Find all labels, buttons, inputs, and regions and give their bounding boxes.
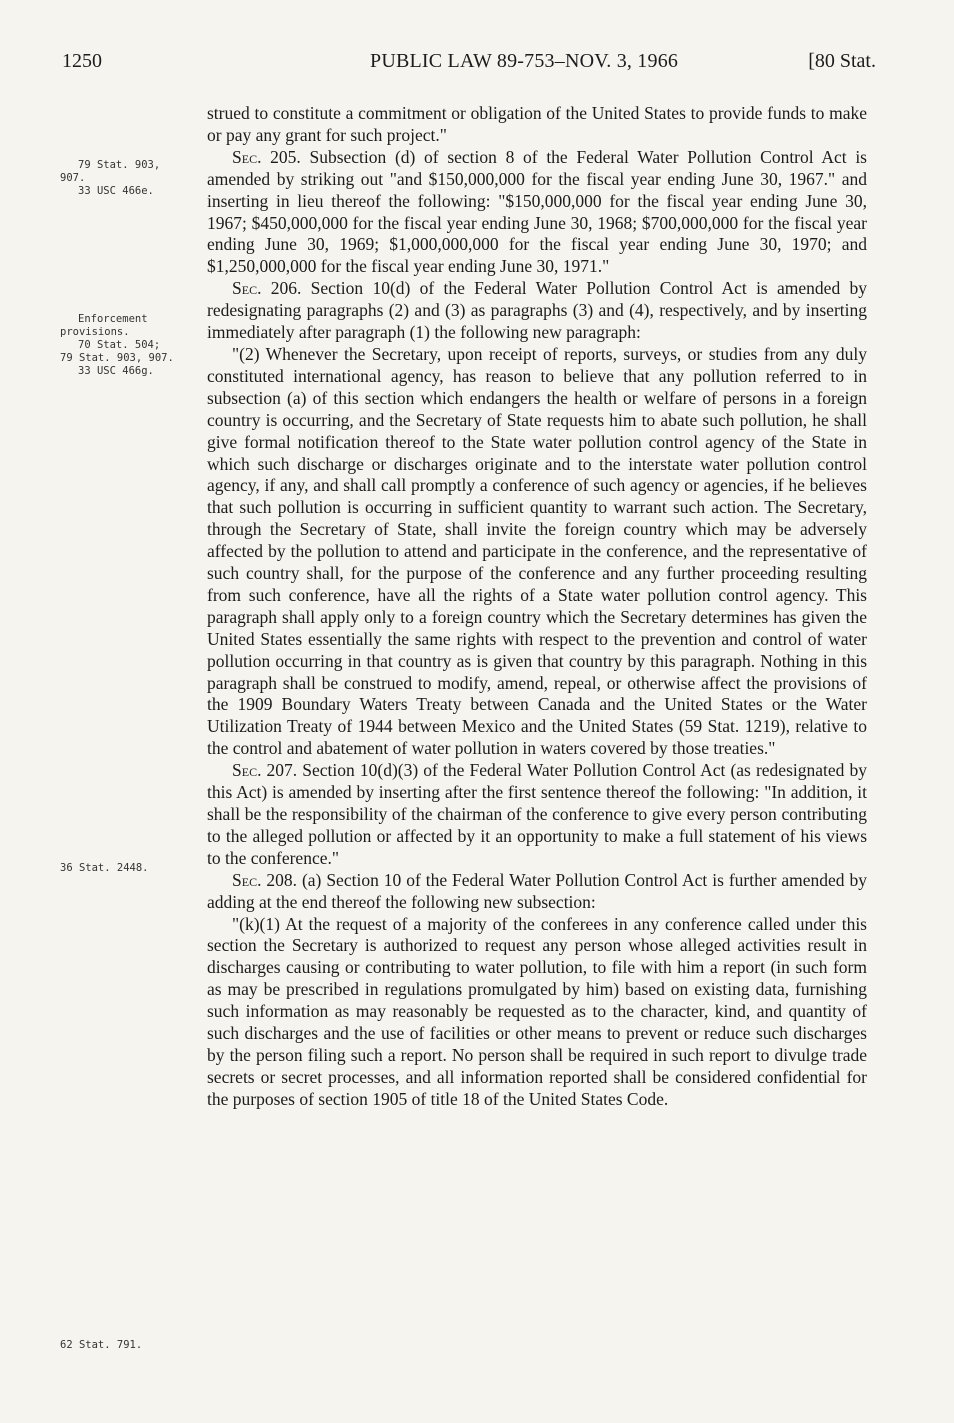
new-paragraph-2: "(2) Whenever the Secretary, upon receipt of reports, surveys, or studies from any duly constituted international agency, has reason to believe that any pollution referred to in subsection (a) of this section which endangers the health or welfare of persons in a foreign country is occurring, and the Secretary of State requests him to abate such pollution, he shall give formal notification thereof to the State water pollution control agency of the State in which such discharge or discharges originate and to the interstate water pollution control agency, if any, and shall call promptly a conference of such agency or agencies, if he believes that such pollution is occurring in sufficient quantity to warrant such action. The Secretary, through the Secretary of State, shall invite the foreign country which may be adversely affected by the pollution to attend and participate in the conference, and the representative of such country shall, for the purpose of the conference and any further proceeding resulting from such conference, have all the rights of a State water pollution control agency. This paragraph shall apply only to a foreign country which the Secretary determines has given the United States essentially the same rights with respect to the prevention and control of water pollution occurring in that country as is given that country by this paragraph. Nothing in this paragraph shall be construed to modify, amend, repeal, or otherwise affect the provisions of the 1909 Boundary Waters Treaty between Canada and the United States or the Water Utilization Treaty of 1944 between Mexico and the United States (59 Stat. 1219), relative to the control and abatement of water pollution in waters covered by those treaties." xyxy=(207,343,867,759)
section-label: Sec. xyxy=(232,869,262,890)
margin-note-title-18 xyxy=(60,1339,185,1352)
page-header xyxy=(0,50,954,90)
margin-note-line: 70 Stat. 504; xyxy=(78,339,161,351)
margin-note-treaty xyxy=(60,862,185,875)
section-208 xyxy=(207,870,867,914)
page-number: 1250 xyxy=(62,50,102,72)
margin-note-line: 33 USC 466g. xyxy=(78,365,154,377)
paragraph-continuation: strued to constitute a commitment or obligation of the United States to provide funds to make or pay any grant for such project." xyxy=(207,103,867,145)
running-title: PUBLIC LAW 89-753–NOV. 3, 1966 xyxy=(370,50,679,72)
margin-note-line: provisions. xyxy=(60,326,130,338)
margin-note-line: 36 Stat. 2448. xyxy=(60,862,149,874)
section-label: Sec. xyxy=(232,278,262,299)
section-207 xyxy=(207,760,867,870)
section-205 xyxy=(207,147,867,278)
section-text: 208. (a) Section 10 of the Federal Water Pollution Control Act is further amended by adding at the end thereof the following new subsection: xyxy=(207,869,867,912)
section-text: 207. Section 10(d)(3) of the Federal Water Pollution Control Act (as redesignated by this Act) is amended by inserting after the first sentence thereof the following: "In addition, it shall be the responsibility of the chairman of the conference to give every person contributing to the alleged pollution or affected by it an opportunity to make a full statement of his views to the conference." xyxy=(207,760,867,868)
section-label: Sec. xyxy=(232,146,262,167)
statute-body xyxy=(207,103,867,1111)
margin-note-sec-205 xyxy=(60,159,185,198)
margin-note-line: 33 USC 466e. xyxy=(78,185,154,197)
section-206 xyxy=(207,278,867,344)
margin-note-line: 79 Stat. 903, xyxy=(78,159,161,171)
section-text: 206. Section 10(d) of the Federal Water Pollution Control Act is amended by redesignating paragraphs (2) and (3) as paragraphs (3) and (4), respectively, and by inserting immediately after paragraph (1) the following new paragraph: xyxy=(207,278,867,343)
margin-note-line: Enforcement xyxy=(78,313,148,325)
margin-note-line: 62 Stat. 791. xyxy=(60,1339,143,1351)
subsection-k-1: "(k)(1) At the request of a majority of the conferees in any conference called under this section the Secretary is authorized to request any person whose alleged activities result in discharges causing or contributing to water pollution, to file with him a report (in such form as may be prescribed in regulations promulgated by him) based on existing data, furnishing such information as may reasonably be requested as to the character, kind, and quantity of such discharges and the use of facilities or other means to prevent or reduce such discharges by the person filing such a report. No person shall be required in such report to divulge trade secrets or secret processes, and all information reported shall be considered confidential for the purposes of section 1905 of title 18 of the United States Code. xyxy=(207,913,867,1109)
volume-reference: [80 Stat. xyxy=(808,50,876,72)
margin-note-line: 79 Stat. 903, 907. xyxy=(60,352,174,364)
section-text: 205. Subsection (d) of section 8 of the Federal Water Pollution Control Act is amended by striking out "and $150,000,000 for the fiscal year ending June 30, 1967." and inserting in lieu thereof the following: "$150,000,000 for the fiscal year ending June 30, 1967; $450,000,000 for the fiscal year ending June 30, 1968; $700,000,000 for the fiscal year ending June 30, 1969; $1,000,000,000 for the fiscal year ending June 30, 1970; and $1,250,000,000 for the fiscal year ending June 30, 1971." xyxy=(207,146,867,277)
margin-note-sec-206 xyxy=(60,313,185,378)
section-label: Sec. xyxy=(232,760,262,781)
margin-note-line: 907. xyxy=(60,172,86,184)
